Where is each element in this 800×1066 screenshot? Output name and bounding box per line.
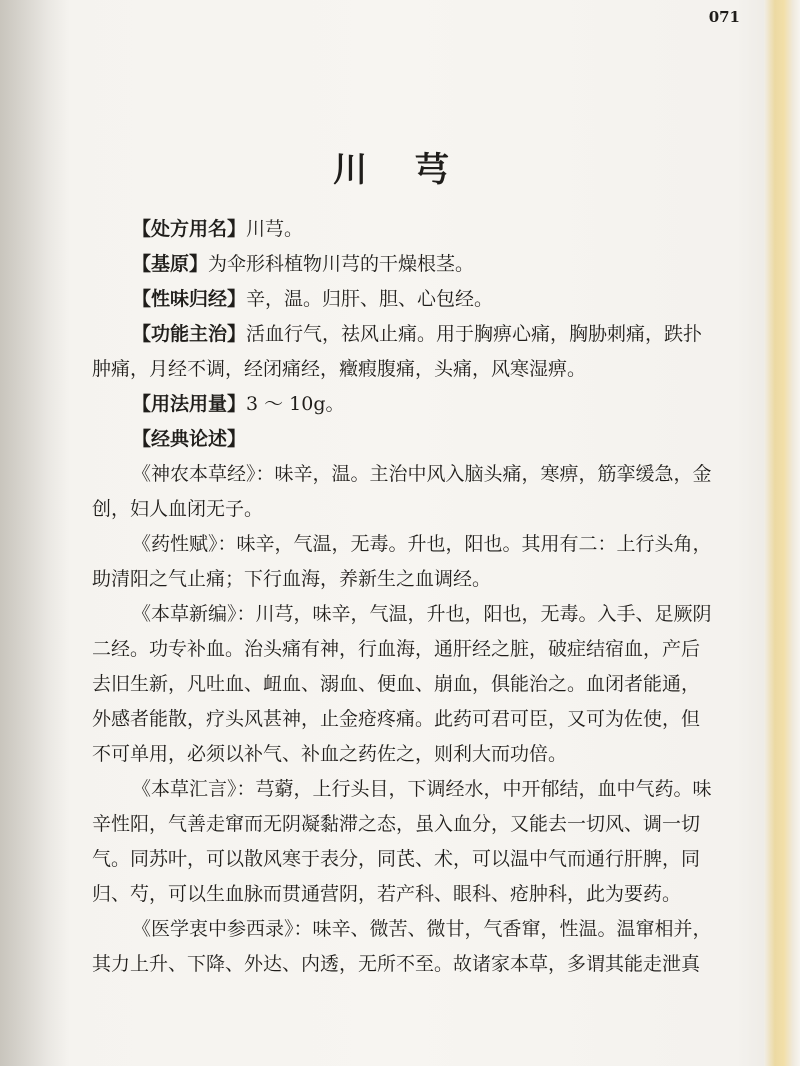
quote-line: 其力上升、下降、外达、内透，无所不至。故诸家本草，多谓其能走泄真 — [92, 953, 701, 975]
field-text: 川芎。 — [246, 218, 304, 240]
field-continuation: 肿痛，月经不调，经闭痛经，癥瘕腹痛，头痛，风寒湿痹。 — [92, 358, 587, 380]
quote-line: 不可单用，必须以补气、补血之药佐之，则利大而功倍。 — [92, 743, 568, 765]
field-term: 【基原】 — [132, 253, 209, 275]
quote-line: 二经。功专补血。治头痛有神，行血海，通肝经之脏，破症结宿血，产后 — [92, 638, 701, 660]
quote-line: 外感者能散，疗头风甚神，止金疮疼痛。此药可君可臣，又可为佐使，但 — [92, 708, 701, 730]
body-text — [92, 212, 712, 982]
field-term: 【经典论述】 — [132, 428, 247, 450]
field-line — [92, 282, 712, 317]
field-text: 辛，温。归肝、胆、心包经。 — [246, 288, 494, 310]
quote-line: 《药性赋》：味辛，气温，无毒。升也，阳也。其用有二：上行头角， — [132, 533, 712, 555]
field-term: 【性味归经】 — [132, 288, 247, 310]
page-title: 川 芎 — [333, 150, 467, 190]
quote-line: 创，妇人血闭无子。 — [92, 498, 264, 520]
field-text: 活血行气，祛风止痛。用于胸痹心痛，胸胁刺痛，跌扑 — [246, 323, 703, 345]
field-line — [92, 212, 712, 247]
quote-line: 辛性阳，气善走窜而无阴凝黏滞之态，虽入血分，又能去一切风、调一切 — [92, 813, 701, 835]
field-text: 3 ～ 10g。 — [246, 393, 345, 415]
quote-line: 气。同苏叶，可以散风寒于表分，同芪、术，可以温中气而通行肝脾，同 — [92, 848, 701, 870]
quote-line: 《医学衷中参西录》：味辛、微苦、微甘，气香窜，性温。温窜相并， — [132, 918, 712, 940]
field-term: 【处方用名】 — [132, 218, 247, 240]
field-term: 【用法用量】 — [132, 393, 247, 415]
quote-line: 去旧生新，凡吐血、衄血、溺血、便血、崩血，俱能治之。血闭者能通， — [92, 673, 701, 695]
field-text: 为伞形科植物川芎的干燥根茎。 — [208, 253, 475, 275]
quote-line: 归、芍，可以生血脉而贯通营阴，若产科、眼科、疮肿科，此为要药。 — [92, 883, 682, 905]
field-line — [92, 422, 712, 457]
quote-line: 助清阳之气止痛；下行血海，养新生之血调经。 — [92, 568, 492, 590]
quote-line: 《神农本草经》：味辛，温。主治中风入脑头痛，寒痹，筋挛缓急，金 — [132, 463, 712, 485]
page-number: 071 — [708, 8, 740, 26]
field-line — [92, 387, 712, 422]
field-term: 【功能主治】 — [132, 323, 247, 345]
field-line — [92, 317, 712, 352]
quote-line: 《本草汇言》：芎藭，上行头目，下调经水，中开郁结，血中气药。味 — [132, 778, 712, 800]
quote-line: 《本草新编》：川芎，味辛，气温，升也，阳也，无毒。入手、足厥阴 — [132, 603, 712, 625]
field-line — [92, 247, 712, 282]
